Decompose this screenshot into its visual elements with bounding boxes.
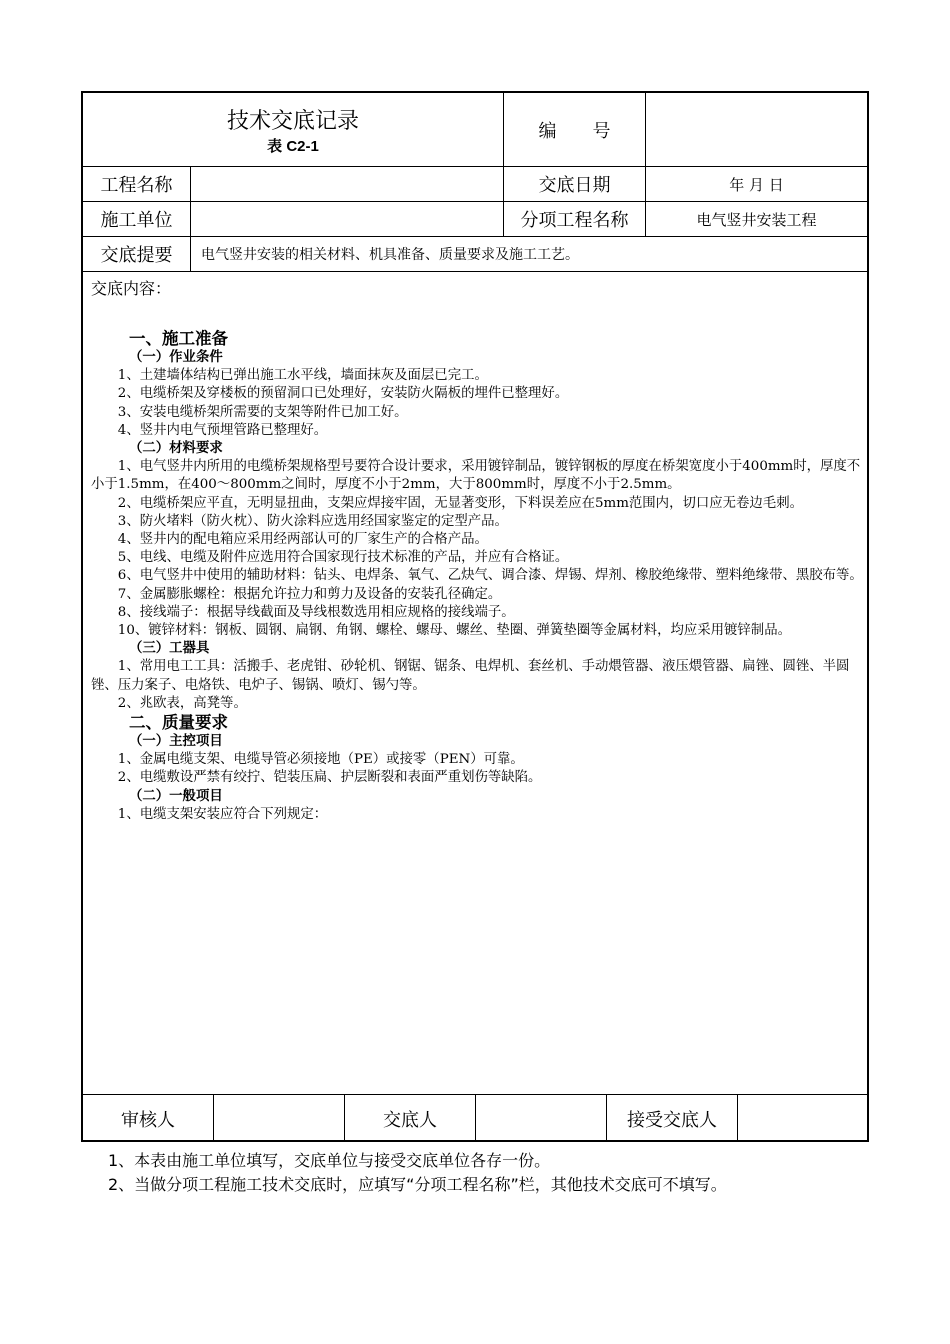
receiver-field[interactable] [738, 1095, 867, 1142]
note-line: 2、当做分项工程施工技术交底时，应填写“分项工程名称”栏，其他技术交底可不填写。 [108, 1175, 727, 1194]
receiver-label: 接受交底人 [627, 1109, 717, 1131]
content-line: 1、土建墙体结构已弹出施工水平线，墙面抹灰及面层已完工。 [117, 368, 488, 384]
content-line: 1、金属电缆支架、电缆导管必须接地（PE）或接零（PEN）可靠。 [117, 752, 524, 768]
disclosure-content [91, 279, 863, 824]
form-header [83, 93, 503, 166]
content-line: 1、常用电工工具：活搬手、老虎钳、砂轮机、钢锯、锯条、电焊机、套丝机、手动煨管器、液压煨管器、扁锉、圆锉、半圆锉、压力案子、电烙铁、电炉子、锡锅、喷灯、锡勺等。 [91, 659, 850, 693]
form-code: 表 C2-1 [267, 137, 319, 155]
subsection-heading: （一）作业条件 [129, 350, 223, 365]
reviewer-label: 审核人 [121, 1109, 175, 1131]
number-field[interactable] [646, 93, 867, 166]
technical-disclosure-form [81, 91, 869, 1142]
section-heading: 二、质量要求 [129, 713, 228, 733]
content-line: 10、镀锌材料：钢板、圆钢、扁钢、角钢、螺栓、螺母、螺丝、垫圈、弹簧垫圈等金属材料，均应采用镀锌制品。 [117, 623, 791, 639]
number-label: 编 号 [538, 120, 611, 142]
subproject-field[interactable]: 电气竖井安装工程 [696, 210, 817, 229]
date-field[interactable]: 年 月 日 [729, 175, 784, 194]
content-heading: 交底内容： [91, 279, 172, 298]
contractor-field[interactable] [191, 202, 503, 236]
content-line: 1、电缆支架安装应符合下列规定： [117, 806, 328, 822]
content-line: 2、电缆敷设严禁有绞拧、铠装压扁、护层断裂和表面严重划伤等缺陷。 [117, 770, 542, 786]
row-divider [83, 271, 867, 272]
summary-label: 交底提要 [100, 245, 173, 266]
subproject-label: 分项工程名称 [520, 210, 629, 231]
reviewer-field[interactable] [214, 1095, 344, 1142]
content-line: 8、接线端子：根据导线截面及导线根数选用相应规格的接线端子。 [117, 604, 515, 620]
content-line: 5、电线、电缆及附件应选用符合国家现行技术标准的产品，并应有合格证。 [117, 550, 569, 566]
section-heading: 一、施工准备 [129, 329, 228, 348]
contractor-label: 施工单位 [100, 210, 173, 231]
summary-field[interactable]: 电气竖井安装的相关材料、机具准备、质量要求及施工工艺。 [201, 247, 579, 263]
presenter-field[interactable] [476, 1095, 606, 1142]
project-name-label: 工程名称 [100, 175, 173, 196]
content-line: 2、电缆桥架应平直，无明显扭曲，支架应焊接牢固，无显著变形，下料误差应在5mm范围内，切口应无卷边毛刺。 [117, 495, 803, 511]
subsection-heading: （一）主控项目 [129, 734, 223, 750]
content-line: 3、防火堵料（防火枕）、防火涂料应选用经国家鉴定的定型产品。 [117, 513, 508, 529]
content-line: 1、电气竖井内所用的电缆桥架规格型号要符合设计要求，采用镀锌制品，镀锌钢板的厚度在桥架宽度小于400mm时，厚度不小于1.5mm，在400～800mm之间时，厚度不小于2mm，大于800mm时，厚度不小于2.5mm。 [91, 459, 861, 493]
content-line: 7、金属膨胀螺栓：根据允许拉力和剪力及设备的安装孔径确定。 [117, 586, 502, 602]
presenter-label: 交底人 [383, 1109, 437, 1131]
subsection-heading: （三）工器具 [129, 641, 210, 657]
content-line: 6、电气竖井中使用的辅助材料：钻头、电焊条、氧气、乙炔气、调合漆、焊锡、焊剂、橡胶绝缘带、塑料绝缘带、黑胶布等。 [117, 568, 863, 584]
content-line: 3、安装电缆桥架所需要的支架等附件已加工好。 [117, 404, 408, 420]
subsection-heading: （二）一般项目 [129, 788, 223, 804]
form-notes [108, 1149, 727, 1197]
note-line: 1、本表由施工单位填写，交底单位与接受交底单位各存一份。 [108, 1151, 551, 1170]
content-line: 2、电缆桥架及穿楼板的预留洞口已处理好，安装防火隔板的埋件已整理好。 [117, 386, 569, 402]
subsection-heading: （二）材料要求 [129, 441, 223, 457]
form-title: 技术交底记录 [226, 108, 359, 134]
project-name-field[interactable] [191, 167, 503, 201]
date-label: 交底日期 [538, 175, 611, 196]
content-line: 4、竖井内的配电箱应采用经两部认可的厂家生产的合格产品。 [117, 532, 488, 548]
content-line: 2、兆欧表，高凳等。 [117, 695, 247, 711]
content-line: 4、竖井内电气预埋管路已整理好。 [117, 422, 328, 438]
